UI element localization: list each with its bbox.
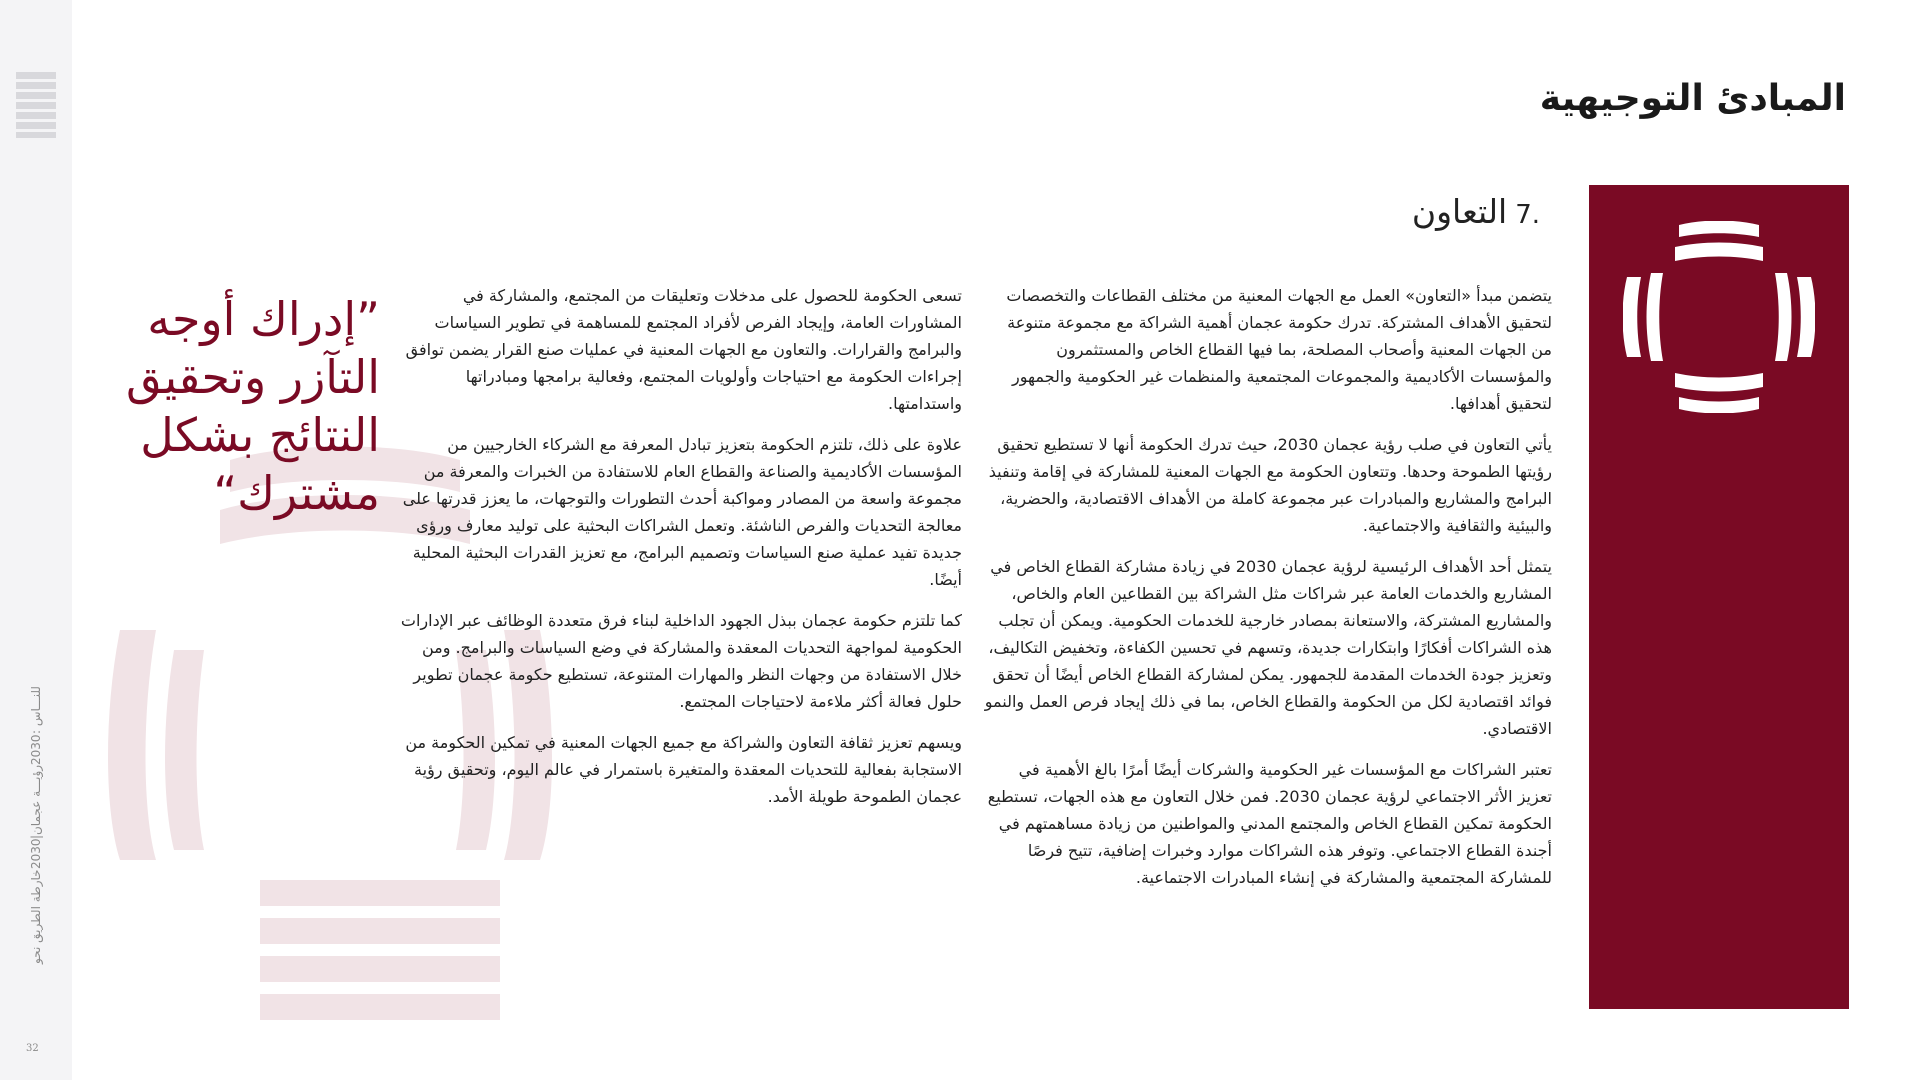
- middle-text-column: [392, 282, 962, 824]
- paragraph: ويسهم تعزيز ثقافة التعاون والشراكة مع جميع الجهات المعنية في تمكين الحكومة من الاستجابة بفعالية للتحديات المعقدة والمتغيرة باستمرار في عالم اليوم، وتحقيق رؤية عجمان الطموحة طويلة الأمد.: [405, 733, 962, 806]
- page-title: المبادئ التوجيهية: [1539, 78, 1846, 119]
- paragraph: يأتي التعاون في صلب رؤية عجمان 2030، حيث تدرك الحكومة أنها لا تستطيع تحقيق رؤيتها الطموحة وحدها. وتتعاون الحكومة مع الجهات المعنية للمشاركة في إقامة وتنفيذ البرامج والمشاريع والمبادرات عبر مجموعة كاملة من الأهداف الاقتصادية، والحضرية، والبيئية والثقافية والاجتماعية.: [988, 435, 1552, 535]
- section-heading: [1412, 192, 1540, 231]
- maroon-side-panel: [1589, 185, 1849, 1009]
- pull-quote: ”إدراك أوجه التآزر وتحقيق النتائج بشكل مشترك“: [126, 292, 380, 520]
- side-caption-year-1: 2030: [29, 838, 43, 870]
- collaboration-emblem-icon: [1623, 221, 1815, 413]
- right-text-column: [982, 282, 1552, 905]
- side-caption-year-2: 2030: [29, 734, 43, 765]
- document-logo-icon: [14, 72, 58, 138]
- side-vertical-caption: [26, 630, 46, 1020]
- paragraph: يتمثل أحد الأهداف الرئيسية لرؤية عجمان 2030 في زيادة مشاركة القطاع الخاص في المشاريع والخدمات العامة عبر شراكات مثل الشراكة بين القطاعين العام والخاص، والمشاريع المشتركة، والاستعانة بمصادر خارجية للخدمات الحكومية. ويمكن أن تجلب هذه الشراكات أفكارًا وابتكارات جديدة، وتسهم في تحسين الكفاءة، وتخفيض التكاليف، وتعزيز جودة الخدمات المقدمة للجمهور. يمكن لمشاركة القطاع الخاص أيضًا أن تحقق فوائد اقتصادية لكل من الحكومة والقطاع الخاص، بما في ذلك إيجاد فرص العمل والنمو الاقتصادي.: [984, 557, 1552, 738]
- side-strip: [0, 0, 72, 1080]
- paragraph: كما تلتزم حكومة عجمان ببذل الجهود الداخلية لبناء فرق متعددة الوظائف عبر الإدارات الحكومية لمواجهة التحديات المعقدة والمشاركة في وضع السياسات والبرامج. ومن خلال الاستفادة من وجهات النظر والمهارات المتنوعة، تستطيع حكومة عجمان تطوير حلول فعالة أكثر ملاءمة لاحتياجات المجتمع.: [400, 611, 962, 711]
- side-caption-part-3: : للنـــاس: [29, 686, 43, 735]
- section-number: .7: [1515, 200, 1540, 230]
- side-caption-separator: |: [29, 834, 43, 839]
- paragraph: يتضمن مبدأ «التعاون» العمل مع الجهات المعنية من مختلف القطاعات والتخصصات لتحقيق الأهداف المشتركة. تدرك حكومة عجمان أهمية الشراكة مع مجموعة متنوعة من الجهات المعنية وأصحاب المصلحة، بما فيها القطاع الخاص والمستثمرون والمؤسسات الأكاديمية والمجموعات المجتمعية والمنظمات غير الحكومية والجمهور لتحقيق أهدافها.: [1006, 286, 1552, 413]
- page-number: 32: [26, 1043, 39, 1054]
- side-caption-part-2: رؤيـــة عجمان: [29, 764, 43, 835]
- paragraph: علاوة على ذلك، تلتزم الحكومة بتعزيز تبادل المعرفة مع الشركاء الخارجيين من المؤسسات الأكاديمية والصناعة والقطاع العام للاستفادة من الخبرات والمعرفة من مجموعة واسعة من المصادر ومواكبة أحدث التطورات والتوجهات، ما يعزز قدرتها على معالجة التحديات والفرص الناشئة. وتعمل الشراكات البحثية على توليد معارف ورؤى جديدة تفيد عملية صنع السياسات وتصميم البرامج، مع تعزيز القدرات البحثية المحلية أيضًا.: [402, 435, 962, 589]
- paragraph: تسعى الحكومة للحصول على مدخلات وتعليقات من المجتمع، والمشاركة في المشاورات العامة، وإيجاد الفرص لأفراد المجتمع للمساهمة في تطوير السياسات والبرامج والقرارات. والتعاون مع الجهات المعنية في عمليات صنع القرار يضمن توافق إجراءات الحكومة مع احتياجات وأولويات المجتمع، وفعالية برامجها ومبادراتها واستدامتها.: [405, 286, 962, 413]
- side-caption-part-1: خارطة الطريق نحو: [29, 869, 43, 964]
- section-title: التعاون: [1411, 192, 1508, 231]
- paragraph: تعتبر الشراكات مع المؤسسات غير الحكومية والشركات أيضًا أمرًا بالغ الأهمية في تعزيز الأثر الاجتماعي لرؤية عجمان 2030. فمن خلال التعاون مع هذه الجهات، تستطيع الحكومة تمكين القطاع الخاص والمجتمع المدني والمواطنين من زيادة مساهمتهم في أجندة القطاع الاجتماعي. وتوفر هذه الشراكات موارد وخبرات إضافية، تتيح فرصًا للمشاركة المجتمعية والمشاركة في إنشاء المبادرات الاجتماعية.: [987, 760, 1552, 887]
